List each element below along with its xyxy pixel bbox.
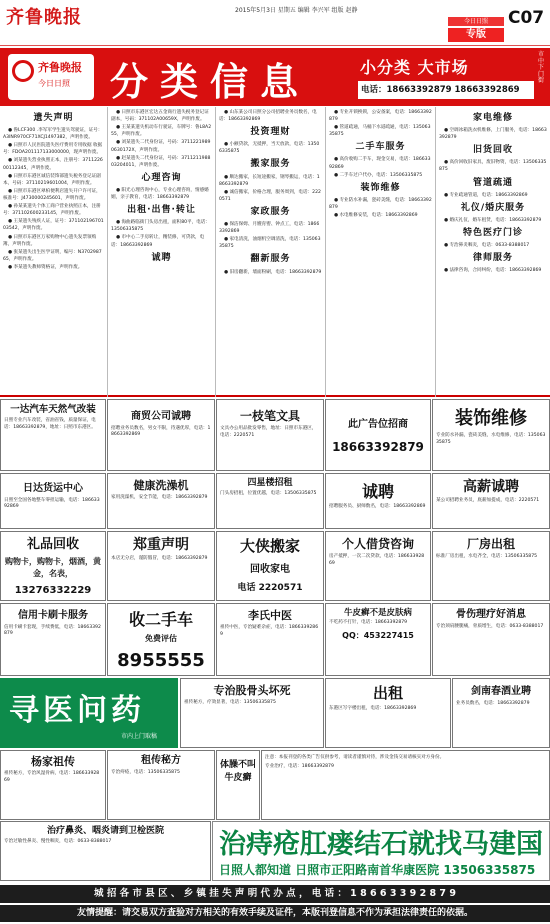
classified-item: ● 鲁LCF300 .李军军学生遗失驾驶证，证号：A3INR970CF71XCJ1497382，声明作废。 [3, 128, 103, 141]
category-consult: 心理咨询 [141, 172, 182, 183]
classified-item: ● 婚庆礼仪，婚车租赁，电话：18663392879 [444, 217, 542, 223]
classified-item: ● 日照市东港区万家购物中心遗失发票领购簿，声明作废。 [3, 234, 97, 247]
ad-title: 大侠搬家 [239, 537, 300, 555]
ad-moving [216, 531, 324, 601]
classified-item: ● 旧房翻新，墙面粉刷，电话：18663392879 [224, 269, 322, 275]
footer-agency-line: 城 招 各 市 县 区 、 乡 镇 挂 失 声 明 代 办 点 ， 电 话 ： 1 8 6 6 3 3 9 2 8 7 9 [0, 885, 550, 903]
ad-text: 购物卡，购物卡，烟酒，黄金，名表， [5, 556, 101, 578]
ad-rent [325, 678, 451, 748]
ad-text: 不吃药不打针，电话：18663392879 [329, 620, 408, 626]
ad-auto-repair [0, 399, 106, 471]
ad-text: 招聘服务员、厨师数名，电话：18663392869 [329, 504, 426, 510]
ad-title: 商贸公司诚聘 [131, 411, 191, 422]
category-pipe: 管道疏通 [472, 177, 513, 188]
ad-shop-rent [216, 473, 324, 529]
ad-title: 信用卡刷卡服务 [18, 610, 88, 621]
ad-text: 注意：本报刊登的各类广告仅供参考，请读者谨慎对待，涉及金钱交易请核实对方身份。 [265, 755, 445, 760]
ad-title: 出租 [372, 684, 403, 702]
classified-item: ● 王某某遗失机动车行驶证，车牌号：鲁L8A255，声明作废。 [111, 125, 212, 138]
ad-text: 专业防水补漏，瓷砖美缝，水电维修，电话：13506335875 [436, 433, 546, 445]
ad-text: 祖传中医，专治疑难杂症，电话：18663392869 [220, 624, 319, 637]
ad-text: 日照专业汽车改装，省油省钱，质量保证，电话：18663392879，地址：日照市东港区。 [4, 417, 96, 430]
ad-title: 租传秘方 [141, 755, 181, 766]
ad-title: 杨家祖传 [31, 755, 75, 768]
ad-title: 剑南春酒业聘 [471, 686, 531, 697]
ad-notice [107, 531, 215, 601]
ad-high-salary [432, 473, 550, 529]
ad-text: 信用卡刷卡套现，手续费低，电话：18663392879 [4, 624, 101, 637]
category-lost: 遗失声明 [33, 113, 74, 123]
newspaper-name: 齐鲁晚报 [6, 7, 82, 28]
classified-item: ● 法律咨询，合同纠纷，电话：18663392869 [444, 268, 542, 274]
ad-space-for-rent [325, 399, 431, 471]
ad-title: 治痔疮肛瘘结石就找马建国 [219, 829, 543, 860]
classified-item: ● 张某遗失出生医学证明，编号：N370298765，声明作废。 [3, 249, 102, 262]
category-special-clinic: 特色医疗门诊 [462, 227, 523, 238]
classified-banner [0, 48, 550, 106]
logo-name: 齐鲁晚报 [38, 61, 82, 74]
city-edition: 今日日照 [448, 17, 504, 26]
ad-title: 收二手车 [128, 610, 193, 629]
ad-text: 专治颈肩腰腿痛，骨质增生，电话：0633-8388017 [436, 623, 544, 629]
ad-secret-recipe [107, 750, 215, 820]
ad-text: 本店无分店，谨防假冒，电话：18663392879 [111, 556, 208, 562]
category-used-car: 二手车服务 [355, 142, 406, 153]
ad-title: 专治股骨头坏死 [213, 684, 291, 697]
classified-item: ● 高价收购二手车，现金交易，电话：18663392869 [329, 157, 431, 170]
logo-ring-icon [12, 60, 34, 82]
ad-title: 李氏中医 [248, 609, 292, 622]
classified-item: ● 赵某遗失二代身份证，号码：371121198803204011，声明作废。 [111, 155, 211, 168]
ad-rhinitis [0, 821, 211, 881]
section-badge: 专版 [448, 28, 504, 42]
ad-text: 标准厂房出租，水电齐全，电话：13506335875 [436, 554, 538, 560]
classified-item: ● 山东某公司日照分公司招聘业务员数名，电话：18663392869 [219, 110, 317, 123]
classified-item: ● 专业防水补漏，瓷砖美缝，电话：18663392879 [329, 197, 432, 210]
newspaper-logo [8, 54, 94, 100]
category-wedding: 礼仪/婚庆服务 [460, 202, 526, 213]
ad-text: 招聘业务员数名，男女不限，待遇优厚，电话：18663392869 [111, 425, 211, 438]
category-hire: 诚聘 [151, 252, 172, 263]
classified-grid [0, 107, 550, 397]
logo-sub: 今日日照 [38, 79, 70, 88]
ad-gift-recycle [0, 531, 106, 601]
classified-item: ● 市中心二手房转让，精装修，可贷款，电话：18663392869 [111, 235, 205, 248]
ad-title: 装饰维修 [455, 408, 527, 429]
ad-title: 高薪诚聘 [463, 479, 519, 495]
classified-column-4 [326, 107, 436, 397]
ad-personal-loan [325, 531, 431, 601]
classified-item: ● 孙某某遗失个体工商户营业执照正本，注册号：371102600233145，声明作废。 [3, 204, 101, 217]
ad-subtitle: 日照人都知道 日照市正阳路南首华康医院 13506335875 [219, 863, 536, 877]
ad-freight [0, 473, 106, 529]
classified-item: ● 日照市人民医院遗失医疗费用专用收据 收据号：FDOA201117133000000，现声明作废。 [3, 143, 103, 156]
classified-item: ● 诚信搬家，价格合理，服务周到，电话：2220571 [219, 189, 321, 202]
ad-title: 牛皮癣不是皮肤病 [343, 608, 412, 618]
ad-liquor [452, 678, 550, 748]
ad-psoriasis [325, 603, 431, 676]
ad-title: 诚聘 [361, 482, 394, 501]
classified-item: ● 专业开锁换锁，公安备案，电话：18663392879 [329, 110, 432, 123]
classified-item: ● 高价回收旧家具，废旧物资，电话：13506335875 [439, 160, 547, 173]
ad-title: 一枝笔文具 [239, 409, 300, 423]
ad-title: 日达货运中心 [23, 483, 83, 494]
ad-text: 东港区写字楼出租，电话：18663392869 [329, 705, 417, 711]
ad-yang-family [0, 750, 106, 820]
category-decoration: 装饰维修 [360, 182, 401, 193]
banner-title: 分类信息 [110, 59, 311, 104]
classified-column-2 [108, 107, 216, 397]
ad-text-extra: 专业治疗，电话：18663392879 [265, 763, 334, 769]
ad-decoration [432, 399, 550, 471]
ad-phone: 电话 2220571 [237, 583, 303, 594]
ad-hip-necrosis [180, 678, 324, 748]
ad-text: 家用洗澡机，安全节能，电话：18663392879 [111, 494, 208, 500]
ad-title: 寻医问药 [9, 693, 145, 728]
ad-text: 文具办公用品批发零售，地址：日照市东港区，电话：2220571 [220, 426, 317, 439]
ad-phone: 13276332229 [14, 584, 92, 596]
category-recycle: 旧货回收 [472, 145, 513, 156]
ad-subtitle: 市内上门取稿 [121, 733, 158, 740]
ad-used-car [107, 603, 215, 676]
classified-item: ● 李某遗失教师资格证，声明作废。 [8, 265, 83, 271]
banner-vertical-text: 市中下门街 [538, 51, 545, 85]
ad-title: 个人借贷咨询 [341, 537, 414, 551]
category-renovate: 翻新服务 [250, 254, 291, 265]
ad-disclaimer [261, 750, 550, 820]
classified-item: ● 水电维修安装，电话：18663392869 [334, 213, 418, 219]
ad-title: 礼品回收 [26, 537, 79, 552]
ad-text: 某公司招聘业务员，底薪加提成，电话：2220571 [436, 498, 540, 504]
ad-phone: 8955555 [117, 649, 205, 671]
page-number: C07 [508, 8, 545, 28]
ad-recruit [325, 473, 431, 529]
issue-info: 2015年5月3日 星期五 编辑 李兴军 组版 赵静 [235, 7, 358, 14]
classified-item: ● 管道疏通，马桶下水道疏通，电话：13506335875 [329, 125, 431, 138]
classified-item: ● 刘某遗失营业执照正本，注册号：371122600112345，声明作废。 [3, 158, 103, 171]
category-lawyer: 律师服务 [472, 253, 513, 263]
ad-text: 房产抵押，一次二次贷款，电话：18663392869 [329, 554, 425, 567]
ad-subtitle: 回收家电 [250, 563, 290, 575]
classified-item: ● 专业疏通管道，电话：18663392869 [444, 192, 528, 198]
category-housekeeping: 家政服务 [250, 206, 291, 217]
ad-shower [107, 473, 215, 529]
ad-text: 祖传秘方，专治风湿骨病，电话：18663392869 [4, 770, 100, 783]
ad-bone-therapy [432, 603, 550, 676]
classified-column-5 [436, 107, 550, 397]
classified-item: ● 日照市东港区诚信装饰部遗失税务登记证副本，号码：37110219601004，声明作废。 [3, 173, 101, 186]
ad-stationery [216, 399, 324, 471]
classified-item: ● 海曲路临街门头房出租，面积80平，电话：13506335875 [111, 220, 211, 233]
classified-item: ● 二手车过户代办，电话：13506335875 [334, 172, 423, 178]
ad-title: 骨伤理疗好消息 [456, 609, 526, 620]
ad-phone: QQ：453227415 [342, 631, 414, 641]
classified-column-1 [0, 107, 108, 397]
ad-text: 日照至全国各地整车零担运输，电话：18663392869 [4, 497, 100, 510]
classified-item: ● 保洁保姆、月嫂育婴、钟点工，电话：18663392869 [219, 222, 320, 235]
ad-title: 治疗鼻炎、咽炎请到卫检医院 [46, 826, 164, 836]
ad-text: 专治过敏性鼻炎、慢性咽炎，电话：0633-8388017 [4, 839, 112, 845]
ad-credit-card [0, 603, 106, 676]
ad-text: 祖传秘方，疗效显著，电话：13506335875 [184, 699, 276, 705]
ad-title: 厂房出租 [466, 537, 515, 551]
ad-title: 一达汽车天然气改装 [10, 404, 96, 415]
ad-text: 业务员数名，电话：18663392879 [456, 700, 530, 706]
classified-item: ● 刘某遗失二代身份证，号码：37112219890630172X，声明作废。 [111, 140, 211, 153]
ad-subtitle: 免费评估 [145, 634, 177, 644]
classified-item: ● 阳光心理咨询中心，专业心理咨询，情感婚姻，亲子教育，电话：18663392879 [111, 187, 209, 201]
page-footer [0, 883, 550, 924]
category-move: 搬家服务 [250, 159, 291, 170]
ad-phone: 18663392879 [332, 439, 424, 454]
footer-reminder-line: 友情提醒：请交易双方查验对方相关的有效手续及证件，本版刊登信息不作为承担法律责任的依据。 [0, 905, 550, 922]
classified-item: ● 小额贷款，无抵押，当天放款，电话：13506335875 [219, 142, 320, 155]
category-rent: 出租·出售·转让 [127, 205, 196, 216]
classified-item: ● 王某遗失残疾人证，证号：37110219670103542，声明作废。 [3, 219, 104, 232]
ad-title: 此广告位招商 [348, 419, 408, 430]
ad-title: 郑重声明 [133, 537, 189, 553]
category-appliance-repair: 家电维修 [472, 113, 513, 123]
banner-phones: 电话：18663392879 18663392869 [358, 81, 534, 99]
ad-hemorrhoid [212, 821, 550, 881]
ad-title: 四星楼招租 [247, 478, 293, 488]
classified-item: ● 日照市东港区翠柏便利店遗失开户许可证，核准号：J4730000245601，声明作废。 [3, 188, 101, 202]
ad-tcm [216, 603, 324, 676]
category-invest: 投资理财 [250, 127, 291, 138]
page-header [0, 0, 550, 46]
classified-column-3 [216, 107, 326, 397]
classified-item: ● 顺达搬家，长短途搬家，钢琴搬运，电话：18663392879 [219, 174, 320, 187]
ad-title: 体臊不叫牛皮癣 [219, 760, 256, 784]
classified-item: ● 家电清洗，油烟机空调清洗，电话：13506335875 [219, 237, 321, 250]
ad-title: 健康洗澡机 [133, 479, 189, 492]
ad-text: 门头房招租，位置优越，电话：13506335875 [220, 491, 317, 497]
classified-item: ● 专治鼻炎咽炎，电话：0633-8388017 [444, 242, 530, 248]
classified-item: ● 空调冰箱洗衣机维修，上门服务，电话：18663392879 [439, 128, 547, 141]
ad-factory-rent [432, 531, 550, 601]
ad-trade-hire [107, 399, 215, 471]
ad-body-odor [216, 750, 260, 820]
ad-text: 专治痔疮，电话：13506335875 [111, 769, 180, 775]
banner-slogan: 小分类 大市场 [360, 58, 469, 77]
classified-item: ● 日照市东港区宏达五金商行遗失税务登记证副本，号码：371102A00659X，声明作废。 [111, 110, 209, 123]
ad-find-doctor [0, 678, 178, 748]
